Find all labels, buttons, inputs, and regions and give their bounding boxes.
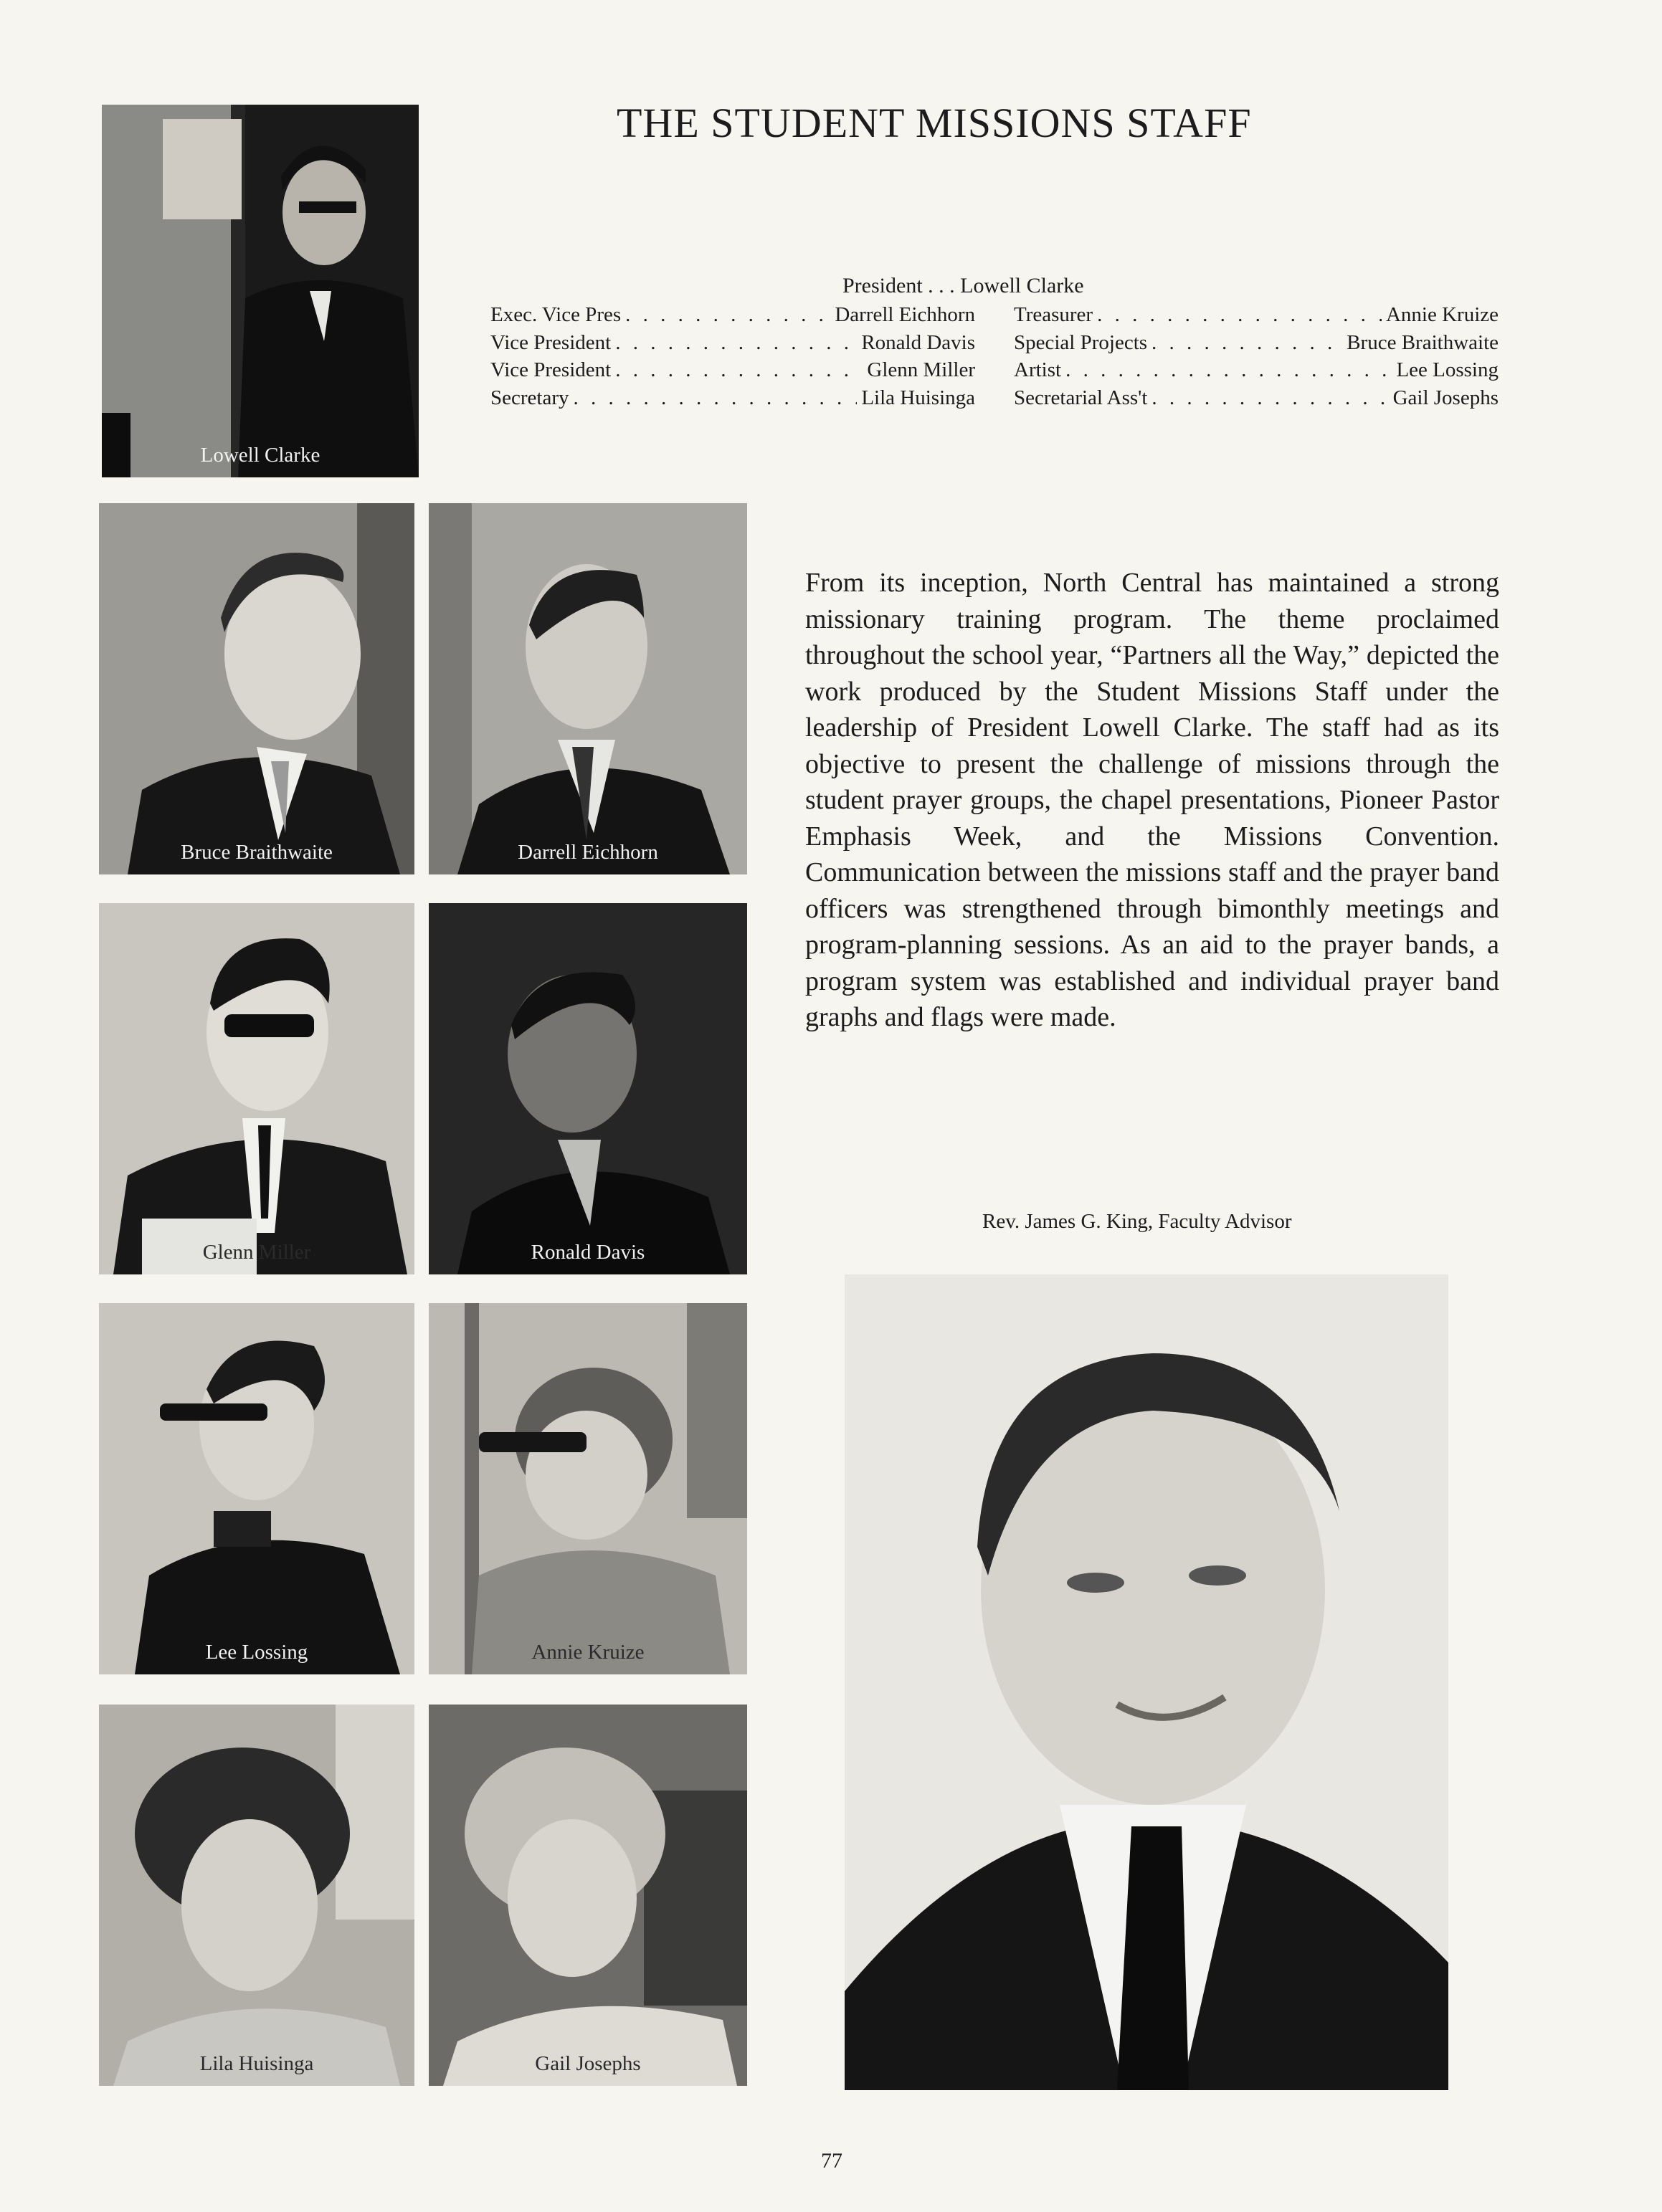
officer-role: Secretary [490, 386, 569, 409]
body-paragraph: From its inception, North Central has maintained a strong missionary training program. The theme proclaimed throughout the school year, “Partners all the Way,” depicted the work produced by the Student Missions Staff under the leadership of President Lowell Clarke. The staff had as its objective to present the challenge of missions through the student prayer groups, the chapel presentations, Pioneer Pastor Emphasis Week, and the Missions Convention. Communication between the missions staff and the prayer band officers was strengthened through bimonthly meetings and program-planning sessions. As an aid to the prayer bands, a program system was established and individual prayer band graphs and flags were made. [805, 568, 1499, 1032]
officer-name: Glenn Miller [867, 358, 975, 381]
officer-name: Annie Kruize [1385, 303, 1499, 326]
officers-right-list [1014, 301, 1499, 411]
officer-name: Gail Josephs [1392, 386, 1499, 409]
officer-row [490, 329, 975, 357]
officer-row [490, 384, 975, 412]
leader-dots [615, 356, 863, 384]
photo-lila-huisinga [99, 1705, 414, 2086]
president-role: President [842, 274, 923, 297]
officer-role: Vice President [490, 330, 612, 354]
officer-row [1014, 329, 1499, 357]
photo-darrell-eichhorn [429, 503, 747, 874]
president-name: Lowell Clarke [960, 274, 1084, 297]
officer-row [1014, 301, 1499, 329]
officer-role: Exec. Vice Pres [490, 303, 622, 326]
photo-caption: Lowell Clarke [200, 444, 320, 467]
officer-name: Lee Lossing [1396, 358, 1499, 381]
officer-role: Treasurer [1014, 303, 1093, 326]
advisor-caption: Rev. James G. King, Faculty Advisor [982, 1210, 1292, 1233]
photo-glenn-miller [99, 903, 414, 1274]
officer-name: Lila Huisinga [861, 386, 975, 409]
leader-dots [1097, 301, 1382, 329]
photo-faculty-advisor [845, 1274, 1448, 2090]
officer-role: Special Projects [1014, 330, 1148, 354]
photo-bruce-braithwaite [99, 503, 414, 874]
page-number: 77 [821, 2149, 842, 2173]
leader-dots [1151, 384, 1388, 412]
photo-annie-kruize [429, 1303, 747, 1674]
officer-row [490, 356, 975, 384]
officer-role: Secretarial Ass't [1014, 386, 1148, 409]
officer-row [1014, 356, 1499, 384]
officer-name: Darrell Eichhorn [835, 303, 975, 326]
photo-caption: Annie Kruize [531, 1641, 645, 1664]
officer-row [1014, 384, 1499, 412]
photo-caption: Ronald Davis [531, 1241, 645, 1264]
officers-left-list [490, 301, 975, 411]
president-line [842, 274, 1084, 298]
photo-gail-josephs [429, 1705, 747, 2086]
officer-name: Ronald Davis [861, 330, 975, 354]
leader-dots [1151, 329, 1342, 357]
officer-role: Vice President [490, 358, 612, 381]
photo-caption: Gail Josephs [535, 2052, 641, 2075]
photo-caption: Bruce Braithwaite [181, 841, 333, 864]
president-dots: . . . [928, 274, 955, 297]
page-title: THE STUDENT MISSIONS STAFF [617, 100, 1252, 146]
leader-dots [574, 384, 858, 412]
photo-caption: Glenn Miller [202, 1241, 311, 1264]
photo-caption: Lee Lossing [205, 1641, 308, 1664]
leader-dots [1065, 356, 1392, 384]
photo-lee-lossing [99, 1303, 414, 1674]
officer-name: Bruce Braithwaite [1347, 330, 1499, 354]
officer-role: Artist [1014, 358, 1062, 381]
officer-row [490, 301, 975, 329]
leader-dots [615, 329, 857, 357]
photo-caption: Darrell Eichhorn [518, 841, 658, 864]
leader-dots [625, 301, 830, 329]
photo-ronald-davis [429, 903, 747, 1274]
photo-lowell-clarke [102, 105, 419, 477]
photo-caption: Lila Huisinga [199, 2052, 314, 2075]
